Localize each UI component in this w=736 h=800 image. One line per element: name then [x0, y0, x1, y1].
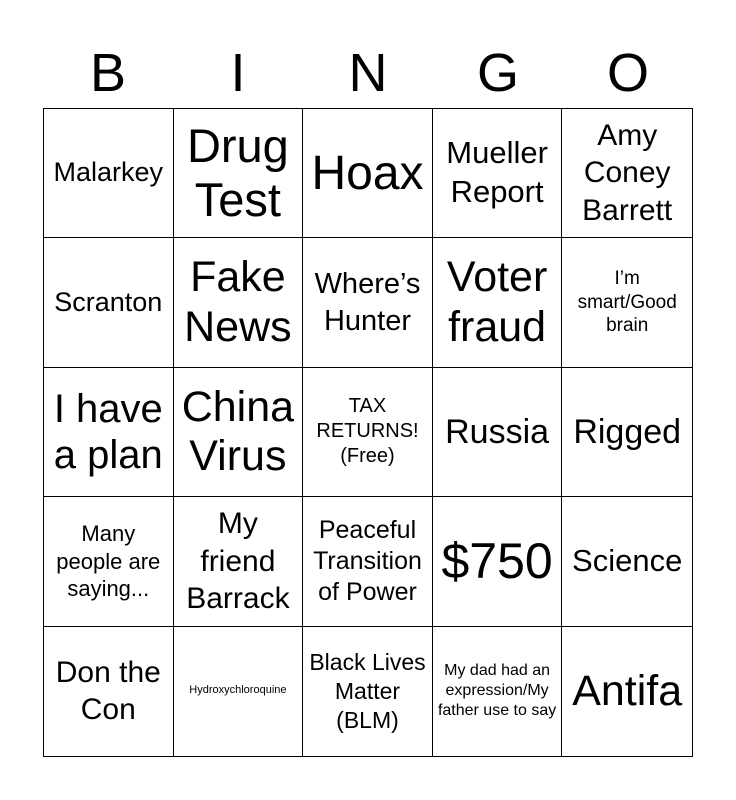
bingo-cell[interactable]: [174, 497, 304, 626]
header-letter-g: G: [476, 43, 519, 103]
bingo-cell-text: China Virus: [181, 382, 295, 480]
bingo-cell[interactable]: [44, 497, 174, 626]
bingo-cell-text: Malarkey: [53, 157, 164, 188]
header-letter-b: B: [89, 43, 127, 103]
bingo-cell[interactable]: [174, 627, 304, 756]
bingo-cell[interactable]: [433, 497, 563, 626]
bingo-cell[interactable]: [174, 109, 304, 238]
bingo-cell[interactable]: [303, 109, 433, 238]
bingo-cell-text: Scranton: [54, 286, 163, 317]
bingo-cell[interactable]: [44, 627, 174, 756]
bingo-cell-text: My friend Barrack: [186, 507, 290, 616]
bingo-cell[interactable]: [174, 238, 304, 367]
bingo-board: [43, 108, 693, 757]
bingo-cell-text: Fake News: [184, 253, 292, 351]
bingo-cell-text: Peaceful Transition of Power: [313, 515, 422, 607]
bingo-cell-text: Drug Test: [186, 119, 289, 227]
bingo-cell[interactable]: [433, 627, 563, 756]
bingo-cell-text: Black Lives Matter (BLM): [309, 649, 426, 733]
bingo-cell-text: Hoax: [311, 146, 424, 200]
bingo-cell-text: $750: [441, 532, 553, 589]
bingo-cell[interactable]: [44, 109, 174, 238]
bingo-cell-text: Where’s Hunter: [314, 268, 421, 337]
header-letter-i: I: [230, 43, 246, 103]
bingo-cell-text: Russia: [445, 412, 550, 451]
bingo-cell-text: Amy Coney Barrett: [582, 118, 673, 227]
bingo-cell-text: Science: [572, 543, 683, 579]
bingo-cell-text: Voter fraud: [446, 253, 548, 351]
header-letter-o: O: [606, 43, 649, 103]
bingo-cell-text: Hydroxychloroquine: [189, 684, 287, 697]
bingo-cell-text: Mueller Report: [446, 135, 548, 210]
bingo-cell-text: Don the Con: [55, 655, 161, 727]
bingo-cell-text: My dad had an expression/My father use to say: [437, 662, 557, 720]
bingo-header: [43, 38, 693, 108]
bingo-cell[interactable]: [44, 238, 174, 367]
bingo-cell[interactable]: [433, 238, 563, 367]
bingo-cell-text: Antifa: [572, 666, 683, 715]
bingo-cell[interactable]: [303, 238, 433, 367]
bingo-cell[interactable]: [562, 109, 692, 238]
bingo-cell-text: I’m smart/Good brain: [577, 267, 677, 337]
bingo-cell-text: Rigged: [573, 412, 682, 451]
bingo-cell[interactable]: [174, 368, 304, 497]
bingo-cell[interactable]: [562, 627, 692, 756]
bingo-cell[interactable]: [303, 627, 433, 756]
header-letter-n: N: [348, 43, 388, 103]
bingo-cell[interactable]: [433, 109, 563, 238]
bingo-cell[interactable]: [562, 238, 692, 367]
bingo-cell-text: TAX RETURNS! (Free): [316, 395, 419, 468]
bingo-cell[interactable]: [433, 368, 563, 497]
bingo-cell[interactable]: [303, 368, 433, 497]
bingo-cell-text: I have a plan: [53, 386, 163, 477]
bingo-cell[interactable]: [562, 497, 692, 626]
bingo-cell[interactable]: [562, 368, 692, 497]
bingo-cell[interactable]: [303, 497, 433, 626]
bingo-cell-text: Many people are saying...: [56, 521, 161, 602]
bingo-cell[interactable]: [44, 368, 174, 497]
